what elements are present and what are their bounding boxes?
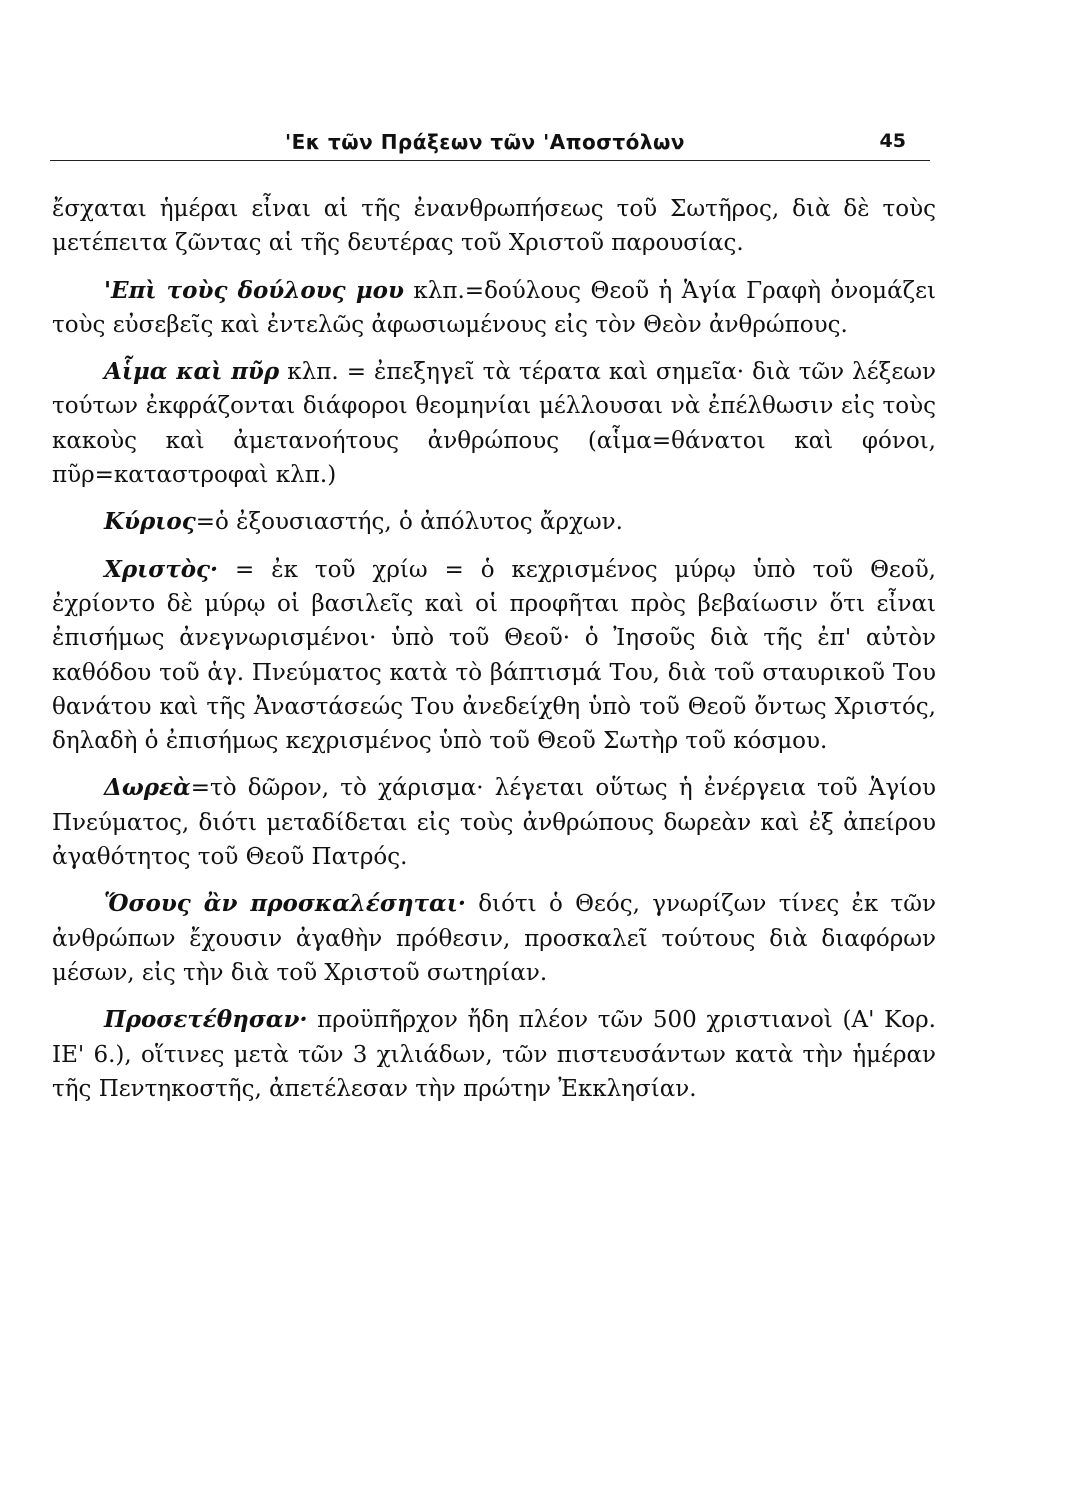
paragraph-text: διότι ὁ Θεός, γνωρίζων τίνες ἐκ τῶν ἀνθρώπων ἔχουσιν ἀγαθὴν πρόθεσιν, προσκαλεῖ τούτους διὰ διαφόρων μέσων, εἰς τὴν διὰ τοῦ Χριστοῦ σωτηρίαν.	[52, 891, 936, 986]
paragraph-text: κλπ.=δούλους Θεοῦ ἡ Ἁγία Γραφὴ ὀνομάζει τοὺς εὐσεβεῖς καὶ ἐντελῶς ἀφωσιωμένους εἰς τὸν Θεὸν ἀνθρώπους.	[52, 277, 937, 338]
glossary-term: Προσετέθησαν·	[104, 1006, 308, 1034]
paragraph-dorea	[52, 771, 936, 874]
glossary-term: Ὅσους ἂν προσκαλέσηται·	[104, 890, 466, 918]
body-text	[52, 192, 936, 1119]
header-title: 'Εκ τῶν Πράξεων τῶν 'Αποστόλων	[285, 130, 686, 154]
paragraph-text: ἔσχαται ἡμέραι εἶναι αἱ τῆς ἐνανθρωπήσεως τοῦ Σωτῆρος, διὰ δὲ τοὺς μετέπειτα ζῶντας αἱ τῆς δευτέρας τοῦ Χριστοῦ παρουσίας.	[52, 196, 936, 257]
paragraph-text: =ὁ ἐξουσιαστής, ὁ ἀπόλυτος ἄρχων.	[195, 509, 623, 536]
page-number: 45	[879, 130, 906, 152]
paragraph-aima-kai-pyr	[52, 355, 936, 492]
glossary-term: Δωρεὰ	[104, 774, 191, 802]
paragraph-continuation	[52, 192, 936, 261]
glossary-term: Κύριος	[104, 508, 196, 536]
paragraph-text: = ἐκ τοῦ χρίω = ὁ κεχρισμένος μύρῳ ὑπὸ τοῦ Θεοῦ, ἐχρίοντο δὲ μύρῳ οἱ βασιλεῖς καὶ οἱ προφῆται πρὸς βεβαίωσιν ὅτι εἶναι ἐπισήμως ἀνεγνωρισμένοι· ὑπὸ τοῦ Θεοῦ· ὁ Ἰησοῦς διὰ τῆς ἐπ' αὐτὸν καθόδου τοῦ ἁγ. Πνεύματος κατὰ τὸ βάπτισμά Του, διὰ τοῦ σταυρικοῦ Του θανάτου καὶ τῆς Ἀναστάσεώς Του ἀνεδείχθη ὑπὸ τοῦ Θεοῦ ὄντως Χριστός, δηλαδὴ ὁ ἐπισήμως κεχρισμένος ὑπὸ τοῦ Θεοῦ Σωτὴρ τοῦ κόσμου.	[52, 556, 936, 755]
paragraph-prosetethesan	[52, 1003, 936, 1106]
paragraph-text: κλπ. = ἐπεξηγεῖ τὰ τέρατα καὶ σημεῖα· διὰ τῶν λέξεων τούτων ἐκφράζονται διάφοροι θεομηνίαι μέλλουσαι νὰ ἐπέλθωσιν εἰς τοὺς κακοὺς καὶ ἀμετανοήτους ἀνθρώπους (αἷμα=θάνατοι καὶ φόνοι, πῦρ=καταστροφαὶ κλπ.)	[52, 359, 936, 489]
paragraph-christos	[52, 553, 936, 759]
paragraph-text: =τὸ δῶρον, τὸ χάρισμα· λέγεται οὕτως ἡ ἐνέργεια τοῦ Ἁγίου Πνεύματος, διότι μεταδίδεται εἰς τοὺς ἀνθρώπους δωρεὰν καὶ ἐξ ἀπείρου ἀγαθότητος τοῦ Θεοῦ Πατρός.	[52, 775, 936, 871]
paragraph-osous-an	[52, 887, 936, 990]
paragraph-kyrios	[52, 505, 936, 539]
paragraph-text: προϋπῆρχον ἤδη πλέον τῶν 500 χριστιανοὶ (Α' Κορ. ΙΕ' 6.), οἵτινες μετὰ τῶν 3 χιλιάδων, τῶν πιστευσάντων κατὰ τὴν ἡμέραν τῆς Πεντηκοστῆς, ἀπετέλεσαν τὴν πρώτην Ἐκκλησίαν.	[52, 1007, 936, 1102]
glossary-term: Χριστὸς·	[104, 555, 219, 583]
glossary-term: 'Επὶ τοὺς δούλους μου	[104, 276, 404, 304]
paragraph-epi-tous-doulous	[52, 274, 936, 343]
running-header	[50, 128, 930, 161]
glossary-term: Αἷμα καὶ πῦρ	[104, 358, 280, 386]
